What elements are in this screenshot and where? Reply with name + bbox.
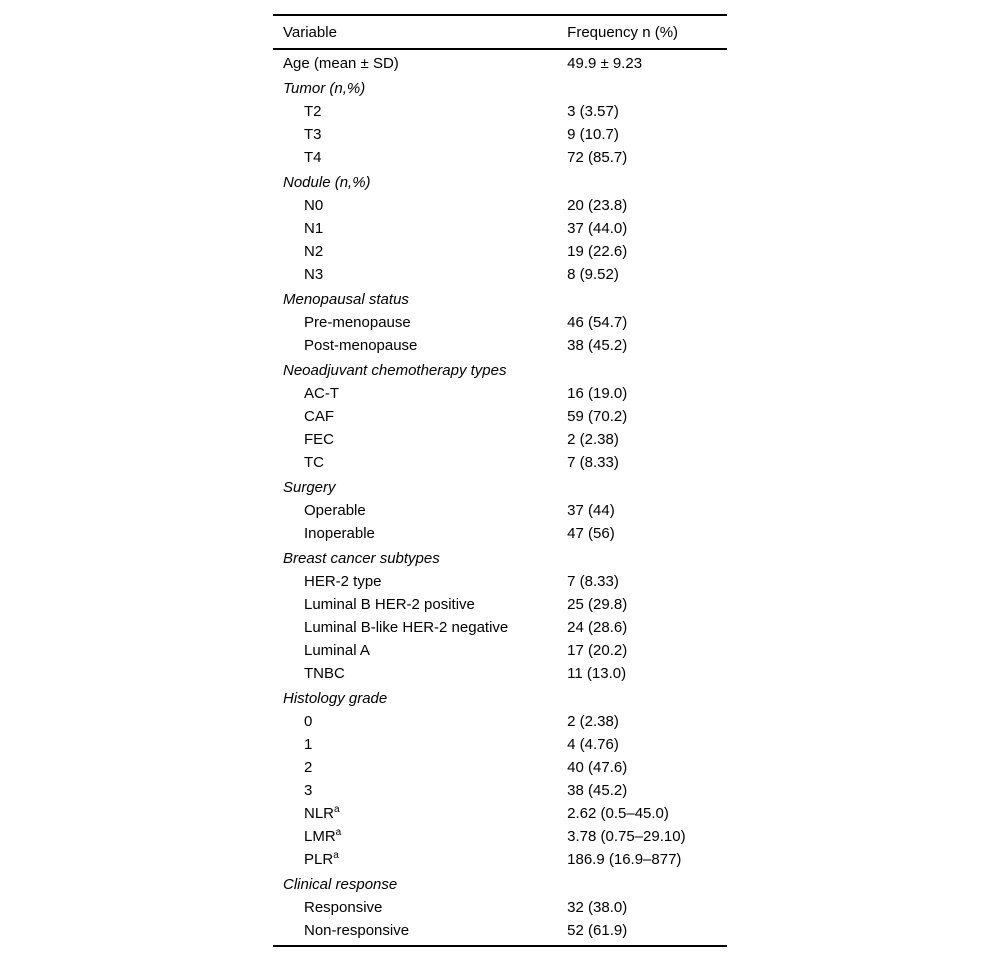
row-value: 72 (85.7) xyxy=(567,149,628,166)
row-label: N1 xyxy=(304,220,324,237)
row-value: 47 (56) xyxy=(567,525,615,542)
row-label: Nodule (n,%) xyxy=(283,174,371,191)
table-row xyxy=(273,194,727,217)
row-value xyxy=(557,75,727,100)
table-row xyxy=(273,639,727,662)
row-value: 20 (23.8) xyxy=(567,197,628,214)
table-body xyxy=(273,49,727,946)
row-label: Surgery xyxy=(283,479,336,496)
table-row xyxy=(273,75,727,100)
row-value: 37 (44.0) xyxy=(567,220,628,237)
row-value: 11 (13.0) xyxy=(567,665,627,682)
row-value: 17 (20.2) xyxy=(567,642,628,659)
row-value: 19 (22.6) xyxy=(567,243,628,260)
table-row xyxy=(273,733,727,756)
row-label: LMR$^a$ xyxy=(304,827,342,845)
row-value: 40 (47.6) xyxy=(567,759,628,776)
row-value: 2.62 (0.5–45.0) xyxy=(567,805,669,822)
table-row xyxy=(273,169,727,194)
row-label: CAF xyxy=(304,408,334,425)
row-value xyxy=(557,685,727,710)
table-row xyxy=(273,217,727,240)
row-value: 46 (54.7) xyxy=(567,314,628,331)
table-row xyxy=(273,825,727,848)
row-label: Pre-menopause xyxy=(304,314,411,331)
table-row xyxy=(273,919,727,946)
row-label: Inoperable xyxy=(304,525,375,542)
row-label: TC xyxy=(304,454,324,471)
table-row xyxy=(273,100,727,123)
row-value: 7 (8.33) xyxy=(567,454,619,471)
row-label: Histology grade xyxy=(283,690,388,707)
row-value xyxy=(557,871,727,896)
row-label: Menopausal status xyxy=(283,291,409,308)
row-label: 3 xyxy=(304,782,313,799)
table-row xyxy=(273,570,727,593)
footnote-marker: a xyxy=(334,804,340,815)
row-value: 24 (28.6) xyxy=(567,619,628,636)
table-row xyxy=(273,779,727,802)
table-row xyxy=(273,123,727,146)
column-header-frequency: Frequency n (%) xyxy=(557,15,727,49)
row-label: Breast cancer subtypes xyxy=(283,550,440,567)
table-row xyxy=(273,311,727,334)
table-row xyxy=(273,428,727,451)
row-value: 4 (4.76) xyxy=(567,736,619,753)
row-label: N3 xyxy=(304,266,324,283)
row-label: Post-menopause xyxy=(304,337,418,354)
table-row xyxy=(273,848,727,871)
table-row xyxy=(273,240,727,263)
footnote-marker: a xyxy=(335,827,342,838)
table-row xyxy=(273,710,727,733)
table-row xyxy=(273,871,727,896)
row-value xyxy=(557,286,727,311)
row-value: 49.9 ± 9.23 xyxy=(567,55,643,72)
row-label: Responsive xyxy=(304,899,383,916)
row-label: Operable xyxy=(304,502,366,519)
row-label: 1 xyxy=(304,736,313,753)
row-value: 2 (2.38) xyxy=(567,431,619,448)
table-row xyxy=(273,685,727,710)
table-row xyxy=(273,802,727,825)
table-row xyxy=(273,146,727,169)
row-label: FEC xyxy=(304,431,334,448)
row-value xyxy=(557,545,727,570)
table-row xyxy=(273,451,727,474)
row-label: T3 xyxy=(304,126,322,143)
row-label: N2 xyxy=(304,243,324,260)
row-label: Age (mean ± SD) xyxy=(283,55,399,72)
table-header-row xyxy=(273,15,727,49)
table-row xyxy=(273,896,727,919)
row-value: 25 (29.8) xyxy=(567,596,628,613)
row-value: 52 (61.9) xyxy=(567,922,628,939)
footnote-marker: a xyxy=(333,850,339,861)
table-row xyxy=(273,357,727,382)
table-row xyxy=(273,49,727,75)
row-label: 2 xyxy=(304,759,313,776)
row-value: 8 (9.52) xyxy=(567,266,619,283)
row-value: 3 (3.57) xyxy=(567,103,619,120)
row-label: PLR$^a$ xyxy=(304,850,339,868)
row-value: 186.9 (16.9–877) xyxy=(567,851,682,868)
row-value xyxy=(557,474,727,499)
table-row xyxy=(273,499,727,522)
table-row xyxy=(273,662,727,685)
table-row xyxy=(273,593,727,616)
table-row xyxy=(273,474,727,499)
table-row xyxy=(273,382,727,405)
row-label: NLR$^a$ xyxy=(304,804,340,822)
row-value: 16 (19.0) xyxy=(567,385,628,402)
row-value: 7 (8.33) xyxy=(567,573,619,590)
row-label: Luminal B-like HER-2 negative xyxy=(304,619,509,636)
row-value: 38 (45.2) xyxy=(567,782,628,799)
table-row xyxy=(273,522,727,545)
row-value: 32 (38.0) xyxy=(567,899,628,916)
table-row xyxy=(273,616,727,639)
column-header-variable: Variable xyxy=(273,15,557,49)
row-label: Non-responsive xyxy=(304,922,410,939)
row-label: 0 xyxy=(304,713,313,730)
table-row xyxy=(273,756,727,779)
row-value: 9 (10.7) xyxy=(567,126,619,143)
row-value: 59 (70.2) xyxy=(567,408,628,425)
row-value: 37 (44) xyxy=(567,502,615,519)
table-head xyxy=(273,15,727,49)
row-label: Clinical response xyxy=(283,876,398,893)
table-row xyxy=(273,286,727,311)
table-row xyxy=(273,263,727,286)
row-label: Luminal A xyxy=(304,642,370,659)
row-label: HER-2 type xyxy=(304,573,382,590)
row-label: T4 xyxy=(304,149,322,166)
row-label: AC-T xyxy=(304,385,339,402)
row-value xyxy=(557,169,727,194)
row-label: TNBC xyxy=(304,665,345,682)
row-value: 38 (45.2) xyxy=(567,337,628,354)
row-label: T2 xyxy=(304,103,322,120)
frequency-table xyxy=(273,14,727,947)
row-label: Tumor (n,%) xyxy=(283,80,366,97)
row-label: Neoadjuvant chemotherapy types xyxy=(283,362,507,379)
row-value: 2 (2.38) xyxy=(567,713,619,730)
row-value: 3.78 (0.75–29.10) xyxy=(567,828,686,845)
table-row xyxy=(273,545,727,570)
row-value xyxy=(557,357,727,382)
row-label: N0 xyxy=(304,197,324,214)
row-label: Luminal B HER-2 positive xyxy=(304,596,475,613)
table-row xyxy=(273,405,727,428)
table-row xyxy=(273,334,727,357)
